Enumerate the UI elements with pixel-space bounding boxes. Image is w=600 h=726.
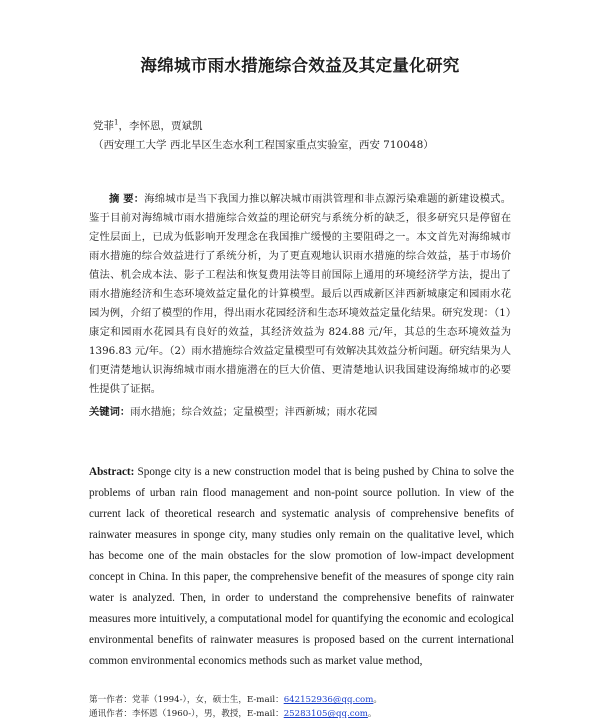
chinese-abstract-text: 海绵城市是当下我国力推以解决城市雨洪管理和非点源污染难题的新建设模式。鉴于目前对海绵城市雨水措施综合效益的理论研究与系统分析的缺乏，很多研究只是停留在定性层面上，已成为低影响开发理念在我国推广缓慢的主要阻碍之一。本文首先对海绵城市雨水措施的综合效益进行了系统分析，为了更直观地认识雨水措施的综合效益，基于市场价值法、机会成本法、影子工程法和恢复费用法等目前国际上通用的环境经济学方法，提出了雨水措施经济和生态环境效益定量化的计算模型。最后以西咸新区沣西新城康定和园雨水花园为例，介绍了模型的作用，得出雨水花园经济和生态环境效益定量化结果。研究发现：（1）康定和园雨水花园具有良好的效益，其经济效益为 824.88 元/年，其总的生态环境效益为1396.83 元/年。（2）雨水措施综合效益定量模型可有效解决其效益分析问题。研究结果为人们更清楚地认识海绵城市雨水措施潜在的巨大价值、更清楚地认识我国建设海绵城市的必要性提供了证据。 [89,193,511,395]
english-abstract-label: Abstract: [89,466,135,478]
paper-title: 海绵城市雨水措施综合效益及其定量化研究 [140,56,460,75]
author-footnote [89,693,382,721]
english-abstract [89,462,514,672]
chinese-keywords-text: 雨水措施；综合效益；定量模型；沣西新城；雨水花园 [130,406,378,418]
first-author: 党菲 [93,120,114,132]
author-list [93,118,202,133]
english-abstract-text: Sponge city is a new construction model that is being pushed by China to solve the problems of urban rain flood management and non-point source pollution. In view of the current lack of theoretical research and systematic analysis of comprehensive benefits of rainwater measures in sponge city, many studies only remain on the qualitative level, which has become one of the main obstacles for the slow promotion of low-impact development concept in China. In this paper, the comprehensive benefit of the measures of sponge city rain water is analyzed. Then, in order to understand the comprehensive benefits of rainwater measures more intuitively, a computational model for quantifying the economic and ecological environmental benefits of rainwater measures is proposed based on the current international common environmental economics methods such as market value method, [89,466,514,667]
chinese-abstract-label: 摘 要： [109,193,145,205]
other-authors: ，李怀恩，贾斌凯 [118,120,203,132]
author-affiliation: （西安理工大学 西北旱区生态水利工程国家重点实验室，西安 710048） [93,139,434,151]
first-author-footnote [89,693,382,707]
first-author-email-link[interactable]: 642152936@qq.com [283,695,374,705]
chinese-keywords [89,403,511,422]
first-author-info: 第一作者：党菲（1994-），女，硕士生，E-mail： [89,695,284,705]
first-author-footnote-end: 。 [373,695,382,705]
chinese-abstract [89,190,511,399]
corresponding-author-footnote-end: 。 [367,709,377,719]
corresponding-author-email-link[interactable]: 25283105@qq.com [283,709,368,719]
corresponding-author-footnote [89,707,382,721]
author-affiliation-mark: 1 [114,118,119,127]
corresponding-author-info: 通讯作者：李怀恩（1960-），男，教授，E-mail： [89,709,284,719]
chinese-keywords-label: 关键词： [89,406,131,418]
